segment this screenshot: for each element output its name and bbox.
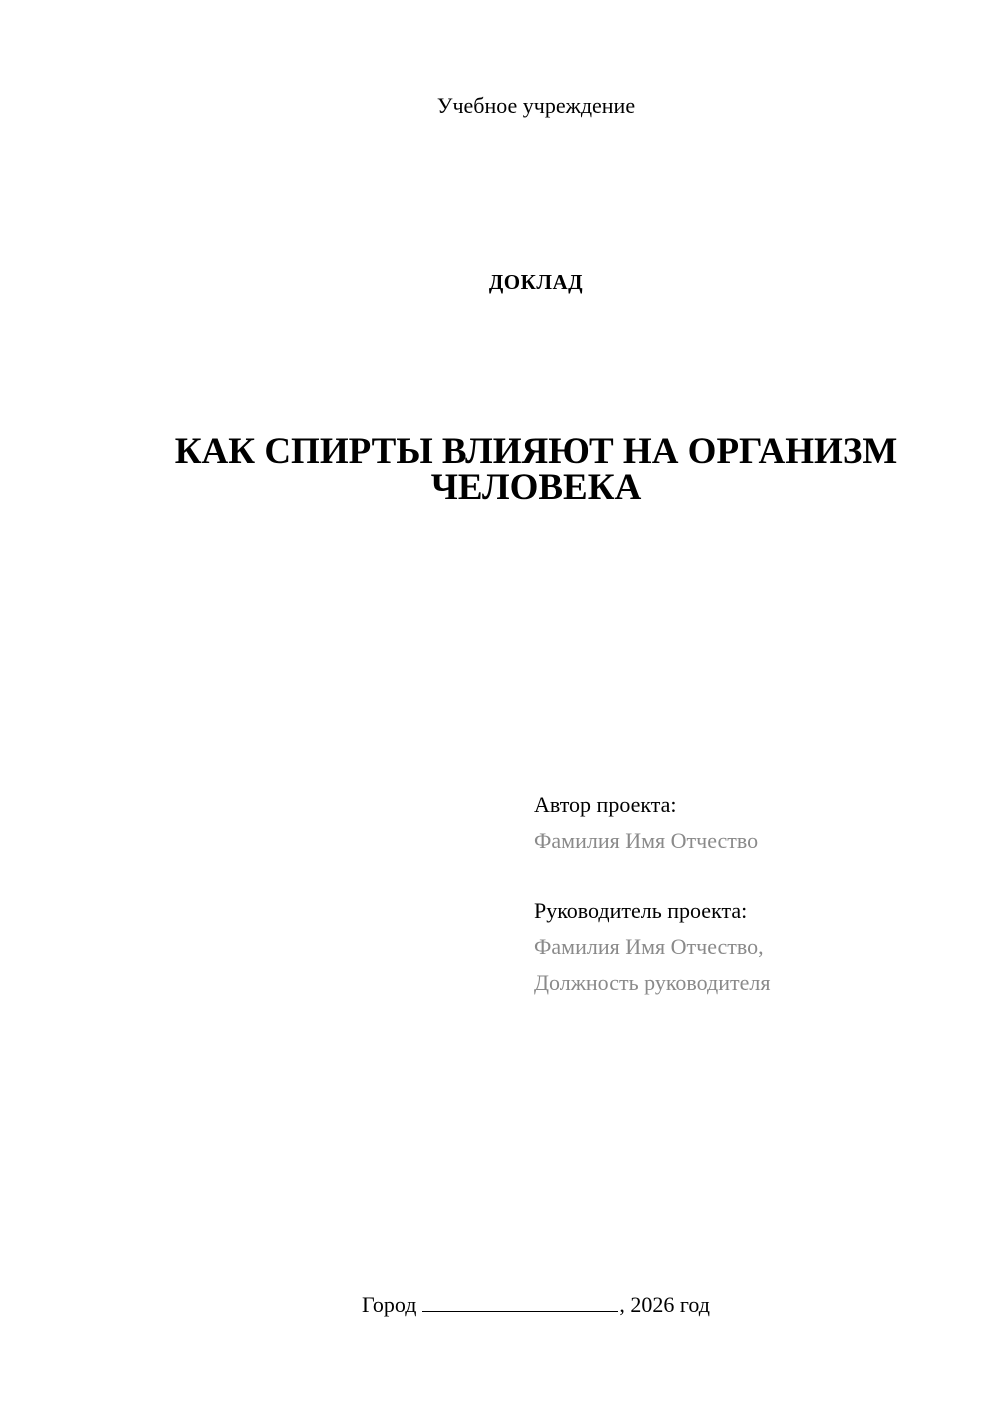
credits-spacer bbox=[534, 859, 974, 893]
title-line-1: КАК СПИРТЫ ВЛИЯЮТ НА ОРГАНИЗМ bbox=[174, 431, 898, 472]
year-text: , 2026 год bbox=[619, 1292, 710, 1317]
city-year-line bbox=[0, 1290, 1000, 1320]
supervisor-position: Должность руководителя bbox=[534, 970, 771, 995]
city-label: Город bbox=[362, 1292, 417, 1317]
document-title bbox=[150, 431, 922, 508]
credits-block bbox=[534, 787, 974, 1001]
title-line-2: ЧЕЛОВЕКА bbox=[430, 467, 642, 508]
document-type: ДОКЛАД bbox=[488, 270, 584, 294]
institution-name: Учебное учреждение bbox=[436, 93, 636, 118]
author-name: Фамилия Имя Отчество bbox=[534, 828, 759, 853]
supervisor-label: Руководитель проекта: bbox=[534, 898, 748, 923]
author-label: Автор проекта: bbox=[534, 792, 677, 817]
supervisor-name: Фамилия Имя Отчество, bbox=[534, 934, 764, 959]
city-blank-line bbox=[422, 1291, 618, 1312]
